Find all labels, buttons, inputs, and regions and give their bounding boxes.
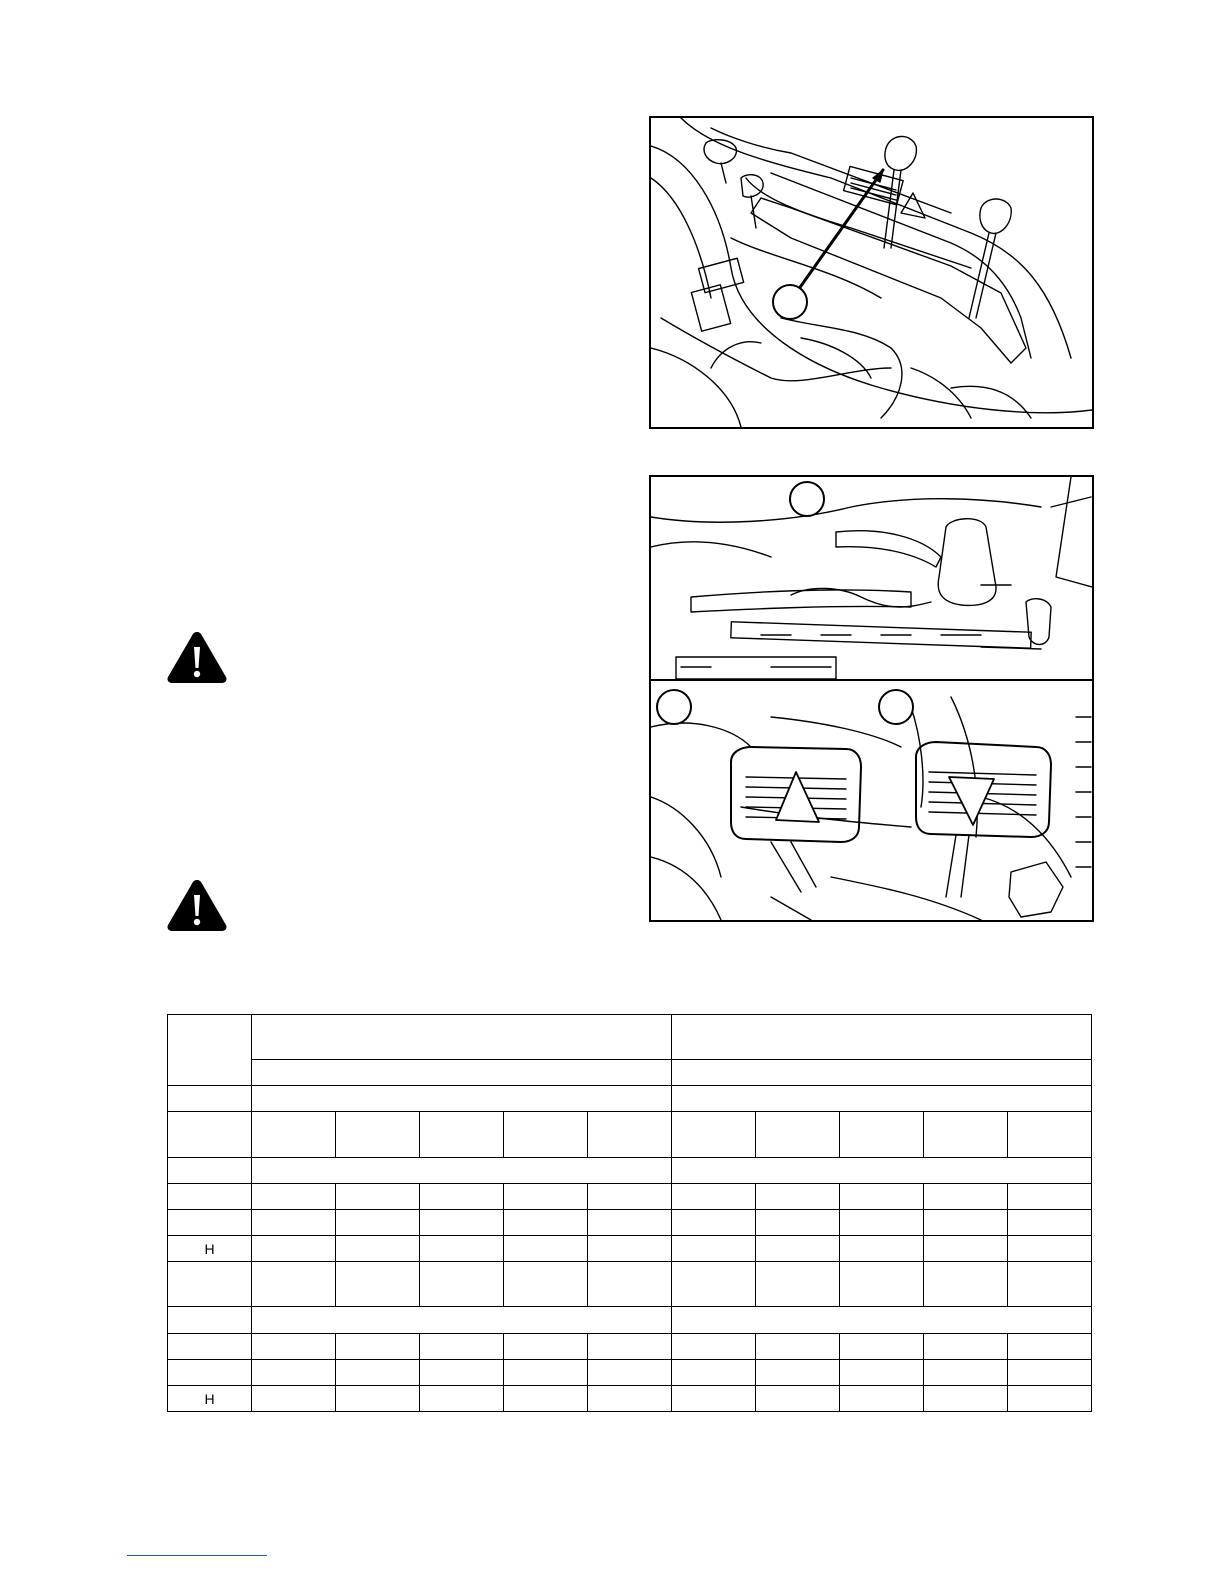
table-cell: [252, 1112, 336, 1158]
table-cell: [420, 1184, 504, 1210]
table-row: [168, 1360, 1092, 1386]
table-header-row: [168, 1015, 1092, 1060]
table-cell: [504, 1360, 588, 1386]
table-cell: [840, 1112, 924, 1158]
callout-circle: [657, 690, 691, 724]
table-row: [168, 1184, 1092, 1210]
table-cell: [1008, 1112, 1092, 1158]
table-cell: [252, 1086, 672, 1112]
table-cell: [924, 1210, 1008, 1236]
table-cell: [588, 1112, 672, 1158]
table-cell: [252, 1262, 336, 1307]
table-cell: [840, 1386, 924, 1412]
table-subheader-right: [672, 1060, 1092, 1086]
table-row: [168, 1086, 1092, 1112]
table-row-label: [168, 1210, 252, 1236]
table-cell: [672, 1210, 756, 1236]
table-cell: [252, 1360, 336, 1386]
table-cell: [252, 1158, 672, 1184]
table-row: [168, 1386, 1092, 1412]
table-cell: [336, 1184, 420, 1210]
table-cell: [840, 1262, 924, 1307]
table-cell: [252, 1210, 336, 1236]
table-cell: [924, 1184, 1008, 1210]
table-row: [168, 1334, 1092, 1360]
table-cell: [336, 1236, 420, 1262]
table-row-label: [168, 1158, 252, 1184]
callout-circle: [879, 690, 913, 724]
table-cell: [504, 1262, 588, 1307]
table-cell: [1008, 1210, 1092, 1236]
table-cell: [168, 1015, 252, 1086]
table-cell: [672, 1086, 1092, 1112]
figure-console-levers: [649, 116, 1094, 429]
table-cell: [588, 1210, 672, 1236]
table-row-label: [168, 1086, 252, 1112]
table-cell: [672, 1262, 756, 1307]
table-row-label: H: [168, 1236, 252, 1262]
table-cell: [840, 1334, 924, 1360]
table-cell: [840, 1184, 924, 1210]
table-subheader-left: [252, 1060, 672, 1086]
table-row: [168, 1158, 1092, 1184]
warning-triangle-icon: [166, 630, 228, 684]
table-cell: [504, 1236, 588, 1262]
table-cell: [588, 1386, 672, 1412]
table-cell: [504, 1210, 588, 1236]
table-row-label: [168, 1307, 252, 1334]
table-cell: [672, 1184, 756, 1210]
table-cell: [336, 1112, 420, 1158]
table-row-label: H: [168, 1386, 252, 1412]
table-cell: [840, 1360, 924, 1386]
table-cell: [504, 1386, 588, 1412]
warning-triangle-icon: [166, 878, 228, 932]
table-cell: [1008, 1262, 1092, 1307]
speed-table: [167, 1014, 1092, 1412]
table-subheader-row: [168, 1060, 1092, 1086]
table-cell: [588, 1184, 672, 1210]
table-row-label: [168, 1334, 252, 1360]
table-cell: [420, 1386, 504, 1412]
table-cell: [336, 1334, 420, 1360]
table-row-label: [168, 1112, 252, 1158]
figure-pedals-shuttle: [649, 475, 1094, 922]
table-row: [168, 1262, 1092, 1307]
footer-link-underline[interactable]: [127, 1555, 267, 1556]
callout-circle: [790, 482, 824, 516]
table-row: [168, 1307, 1092, 1334]
table-cell: [756, 1184, 840, 1210]
table-cell: [756, 1334, 840, 1360]
table-cell: [756, 1112, 840, 1158]
table-cell: [756, 1210, 840, 1236]
table-cell: [420, 1236, 504, 1262]
table-cell: [336, 1262, 420, 1307]
table-cell: [252, 1386, 336, 1412]
table-cell: [924, 1334, 1008, 1360]
table-cell: [924, 1360, 1008, 1386]
table-cell: [1008, 1360, 1092, 1386]
table-row: [168, 1236, 1092, 1262]
table-cell: [672, 1386, 756, 1412]
table-cell: [756, 1262, 840, 1307]
table-cell: [252, 1236, 336, 1262]
table-row-label: [168, 1262, 252, 1307]
table-row-label: [168, 1184, 252, 1210]
table-cell: [756, 1236, 840, 1262]
table-cell: [1008, 1184, 1092, 1210]
table-cell: [588, 1236, 672, 1262]
table-cell: [504, 1112, 588, 1158]
table-cell: [756, 1386, 840, 1412]
table-cell: [588, 1334, 672, 1360]
table-cell: [336, 1386, 420, 1412]
table-cell: [672, 1112, 756, 1158]
table-cell: [1008, 1236, 1092, 1262]
table-row: [168, 1210, 1092, 1236]
table-cell: [420, 1210, 504, 1236]
table-cell: [840, 1236, 924, 1262]
table-header-left: [252, 1015, 672, 1060]
table-cell: [504, 1184, 588, 1210]
callout-circle: [773, 285, 807, 319]
table-cell: [252, 1307, 672, 1334]
table-cell: [924, 1112, 1008, 1158]
table-cell: [588, 1360, 672, 1386]
table-cell: [336, 1360, 420, 1386]
table-cell: [924, 1262, 1008, 1307]
table-cell: [252, 1184, 336, 1210]
table-cell: [252, 1334, 336, 1360]
table-cell: [672, 1360, 756, 1386]
table-header-right: [672, 1015, 1092, 1060]
table-cell: [336, 1210, 420, 1236]
table-cell: [924, 1386, 1008, 1412]
table-cell: [672, 1334, 756, 1360]
table-cell: [420, 1360, 504, 1386]
table-cell: [672, 1158, 1092, 1184]
table-cell: [1008, 1334, 1092, 1360]
table-cell: [840, 1210, 924, 1236]
table-cell: [420, 1334, 504, 1360]
table-cell: [924, 1236, 1008, 1262]
table-cell: [756, 1360, 840, 1386]
table-cell: [420, 1262, 504, 1307]
table-cell: [588, 1262, 672, 1307]
table-cell: [504, 1334, 588, 1360]
table-row-label: [168, 1360, 252, 1386]
table-row: [168, 1112, 1092, 1158]
table-cell: [672, 1307, 1092, 1334]
table-cell: [420, 1112, 504, 1158]
table-cell: [1008, 1386, 1092, 1412]
table-cell: [672, 1236, 756, 1262]
